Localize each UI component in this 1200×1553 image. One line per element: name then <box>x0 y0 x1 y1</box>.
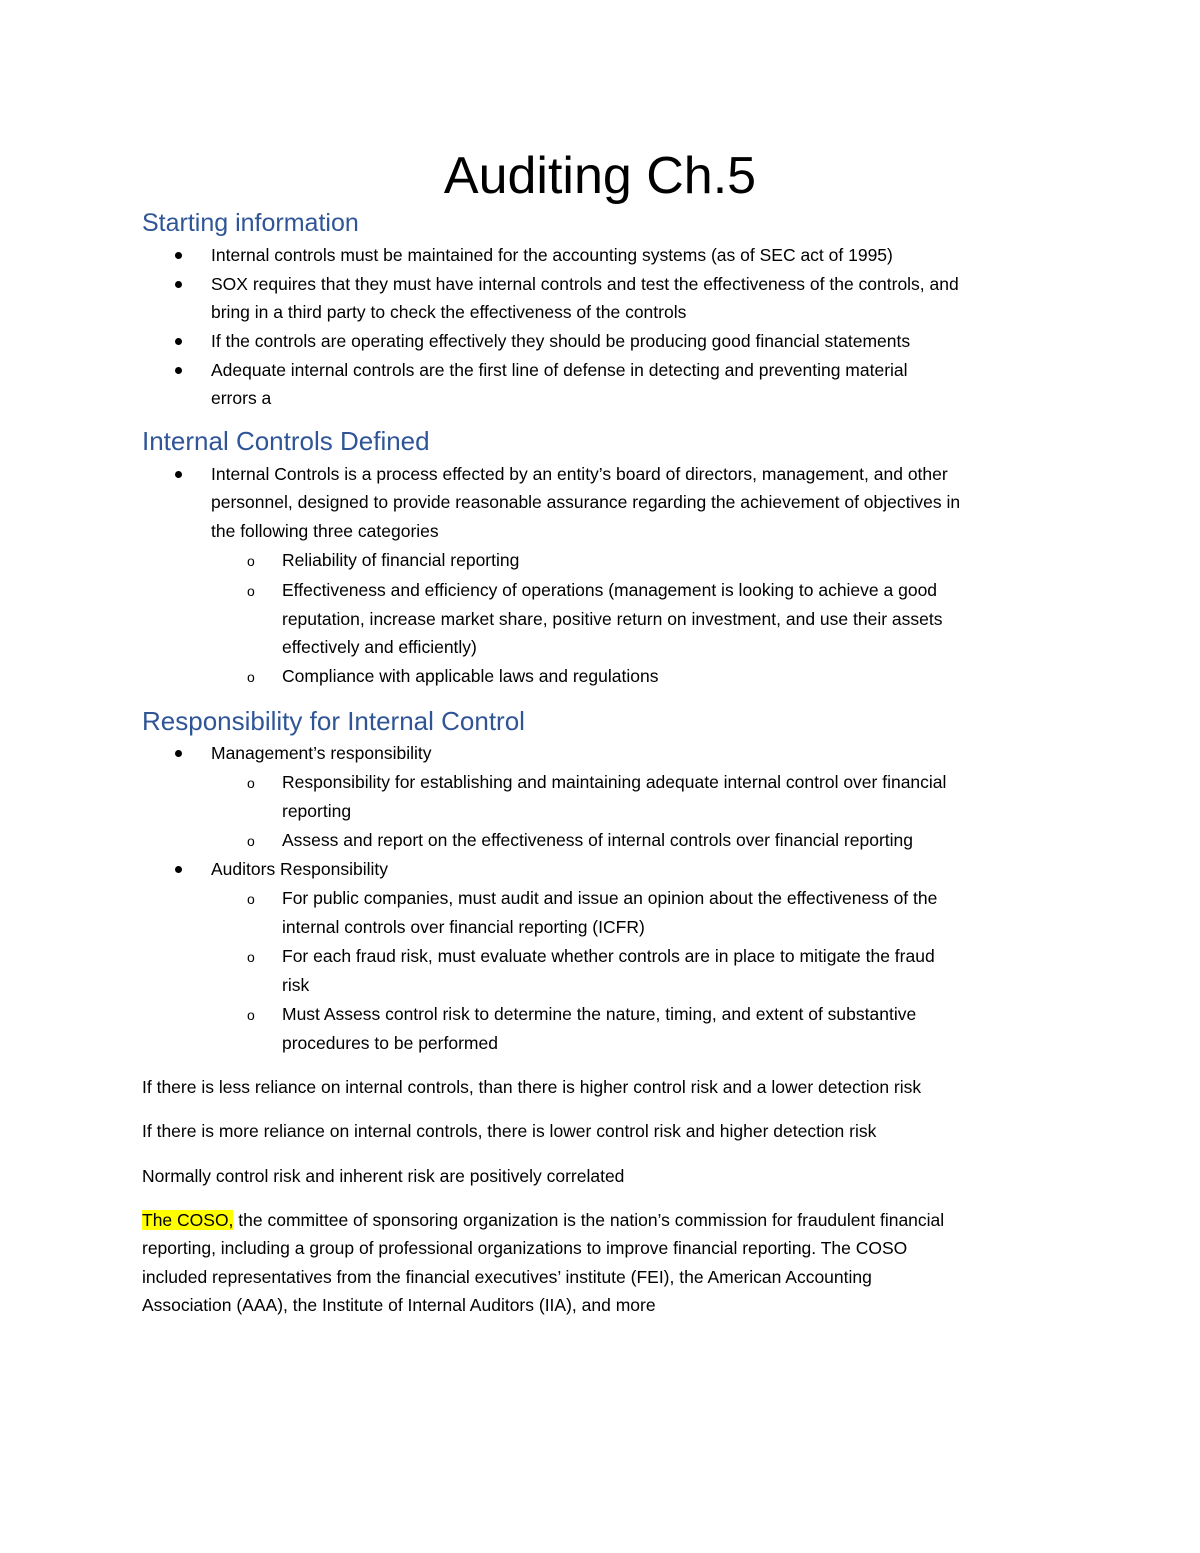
sub-bullet-text: Effectiveness and efficiency of operations (management is looking to achieve a good <box>282 580 938 600</box>
coso-paragraph-line: Association (AAA), the Institute of Internal Auditors (IIA), and more <box>142 1295 656 1315</box>
bullet-icon <box>174 252 184 262</box>
bullet-text: Adequate internal controls are the first line of defense in detecting and preventing material <box>211 360 908 380</box>
sub-bullet-text: Reliability of financial reporting <box>282 550 520 570</box>
section-heading-starting-information: Starting information <box>142 209 359 237</box>
bullet-icon <box>174 367 184 377</box>
sub-bullet-text: reporting <box>282 801 352 821</box>
bullet-text: the following three categories <box>211 521 439 541</box>
sub-bullet-marker: o <box>247 949 255 965</box>
sub-bullet-marker: o <box>247 775 255 791</box>
bullet-text: If the controls are operating effectively they should be producing good financial statements <box>211 331 911 351</box>
sub-bullet-marker: o <box>247 833 255 849</box>
bullet-icon <box>174 471 184 481</box>
coso-paragraph-line <box>142 1208 944 1232</box>
sub-bullet-text: For each fraud risk, must evaluate whether controls are in place to mitigate the fraud <box>282 946 935 966</box>
coso-paragraph-line: included representatives from the financial executives’ institute (FEI), the American Accounting <box>142 1267 872 1287</box>
coso-paragraph-line: reporting, including a group of professional organizations to improve financial reporting. The COSO <box>142 1238 908 1258</box>
coso-text: the committee of sponsoring organization is the nation’s commission for fraudulent financial <box>233 1210 945 1230</box>
sub-bullet-text: For public companies, must audit and issue an opinion about the effectiveness of the <box>282 888 938 908</box>
sub-bullet-marker: o <box>247 1007 255 1023</box>
sub-bullet-marker: o <box>247 553 255 569</box>
coso-highlight: The COSO, <box>142 1210 234 1230</box>
sub-bullet-text: reputation, increase market share, positive return on investment, and use their assets <box>282 609 943 629</box>
bullet-text: Auditors Responsibility <box>211 859 389 879</box>
sub-bullet-text: risk <box>282 975 310 995</box>
bullet-text: Management’s responsibility <box>211 743 432 763</box>
sub-bullet-text: procedures to be performed <box>282 1033 498 1053</box>
sub-bullet-text: Must Assess control risk to determine the nature, timing, and extent of substantive <box>282 1004 917 1024</box>
sub-bullet-marker: o <box>247 669 255 685</box>
paragraph: If there is less reliance on internal controls, than there is higher control risk and a lower detection risk <box>142 1077 922 1097</box>
bullet-text: Internal controls must be maintained for the accounting systems (as of SEC act of 1995) <box>211 245 893 265</box>
document-title: Auditing Ch.5 <box>443 147 757 205</box>
paragraph: If there is more reliance on internal controls, there is lower control risk and higher detection risk <box>142 1121 877 1141</box>
section-heading-responsibility-for-internal-control: Responsibility for Internal Control <box>142 706 525 736</box>
sub-bullet-marker: o <box>247 583 255 599</box>
bullet-text: bring in a third party to check the effectiveness of the controls <box>211 302 687 322</box>
bullet-text: Internal Controls is a process effected by an entity’s board of directors, management, and other <box>211 464 948 484</box>
paragraph: Normally control risk and inherent risk are positively correlated <box>142 1166 625 1186</box>
bullet-icon <box>174 338 184 348</box>
bullet-text: errors a <box>211 388 272 408</box>
sub-bullet-text: Compliance with applicable laws and regulations <box>282 666 659 686</box>
bullet-text: personnel, designed to provide reasonable assurance regarding the achievement of objectives in <box>211 492 961 512</box>
sub-bullet-text: Responsibility for establishing and maintaining adequate internal control over financial <box>282 772 947 792</box>
bullet-icon <box>174 750 184 760</box>
sub-bullet-text: internal controls over financial reporting (ICFR) <box>282 917 645 937</box>
sub-bullet-text: effectively and efficiently) <box>282 637 477 657</box>
section-heading-internal-controls-defined: Internal Controls Defined <box>142 426 430 456</box>
bullet-text: SOX requires that they must have internal controls and test the effectiveness of the controls, and <box>211 274 959 294</box>
bullet-icon <box>174 281 184 291</box>
sub-bullet-marker: o <box>247 891 255 907</box>
bullet-icon <box>174 866 184 876</box>
sub-bullet-text: Assess and report on the effectiveness of internal controls over financial reporting <box>282 830 913 850</box>
